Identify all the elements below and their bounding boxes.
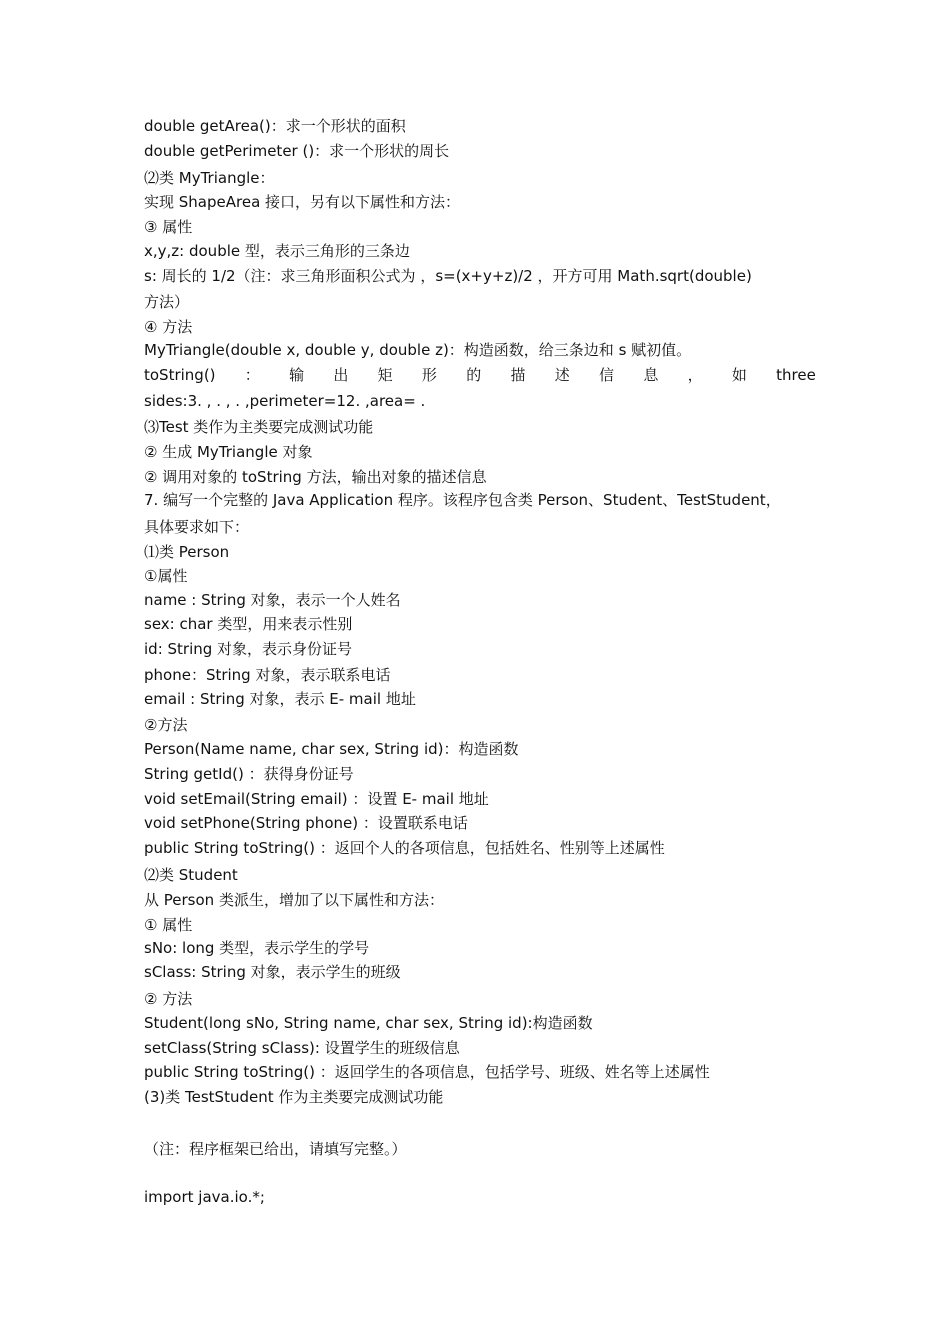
text-line: 方法） <box>144 293 190 311</box>
text-line: (3)类 TestStudent 作为主类要完成测试功能 <box>144 1088 444 1106</box>
justified-word: ： <box>244 366 260 384</box>
text-line: email : String 对象，表示 E- mail 地址 <box>144 690 416 708</box>
justified-text-line <box>144 364 816 386</box>
justified-word: 如 <box>731 366 747 384</box>
justified-word: 描 <box>510 366 526 384</box>
text-line: name : String 对象，表示一个人姓名 <box>144 591 401 609</box>
justified-word: 息 <box>643 366 659 384</box>
text-line: ⑵类 MyTriangle： <box>144 169 275 187</box>
text-line: 实现 ShapeArea 接口，另有以下属性和方法： <box>144 193 461 211</box>
text-line: String getId() ：获得身份证号 <box>144 765 354 783</box>
text-line: double getPerimeter ()：求一个形状的周长 <box>144 142 450 160</box>
text-line: ② 方法 <box>144 990 193 1008</box>
text-line: id: String 对象，表示身份证号 <box>144 640 353 658</box>
text-line: double getArea()：求一个形状的面积 <box>144 117 406 135</box>
text-line: x,y,z: double 型，表示三角形的三条边 <box>144 242 410 260</box>
text-line: Student(long sNo, String name, char sex, String id):构造函数 <box>144 1014 593 1032</box>
justified-word: toString() <box>144 366 216 384</box>
text-line: sides:3. , . , . ,perimeter=12. ,area= . <box>144 392 426 410</box>
text-line: void setEmail(String email) ：设置 E- mail 地址 <box>144 790 489 808</box>
text-line: ④ 方法 <box>144 318 193 336</box>
justified-word: 出 <box>333 366 349 384</box>
justified-word: 述 <box>554 366 570 384</box>
text-line: 从 Person 类派生，增加了以下属性和方法： <box>144 891 444 909</box>
text-line: Person(Name name, char sex, String id)：构造函数 <box>144 740 519 758</box>
text-line: ② 生成 MyTriangle 对象 <box>144 443 313 461</box>
text-line: ② 调用对象的 toString 方法，输出对象的描述信息 <box>144 468 487 486</box>
text-line: ⑴类 Person <box>144 543 230 561</box>
justified-word: ， <box>687 366 703 384</box>
justified-word: three <box>776 366 816 384</box>
justified-word: 矩 <box>377 366 393 384</box>
text-line: ① 属性 <box>144 916 193 934</box>
text-line: setClass(String sClass): 设置学生的班级信息 <box>144 1039 460 1057</box>
text-line: public String toString() ：返回学生的各项信息，包括学号、班级、姓名等上述属性 <box>144 1063 710 1081</box>
text-line: ①属性 <box>144 567 188 585</box>
text-line: sClass: String 对象，表示学生的班级 <box>144 963 401 981</box>
text-line: ③ 属性 <box>144 218 193 236</box>
justified-word: 信 <box>599 366 615 384</box>
text-line: public String toString() ：返回个人的各项信息，包括姓名、性别等上述属性 <box>144 839 665 857</box>
text-line: ⑶Test 类作为主类要完成测试功能 <box>144 418 374 436</box>
justified-word: 形 <box>421 366 437 384</box>
text-line: s: 周长的 1/2（注：求三角形面积公式为 ，s=(x+y+z)/2 ，开方可用 Math.sqrt(double) <box>144 267 752 285</box>
text-line: sNo: long 类型，表示学生的学号 <box>144 939 370 957</box>
text-line: （注：程序框架已给出，请填写完整。） <box>144 1140 407 1158</box>
justified-word: 的 <box>466 366 482 384</box>
text-line: import java.io.*; <box>144 1188 265 1206</box>
text-line: 7. 编写一个完整的 Java Application 程序。该程序包含类 Person、Student、TestStudent， <box>144 491 781 509</box>
text-line: ②方法 <box>144 716 188 734</box>
text-line: sex: char 类型，用来表示性别 <box>144 615 353 633</box>
justified-word: 输 <box>289 366 305 384</box>
text-line: void setPhone(String phone) ：设置联系电话 <box>144 814 468 832</box>
text-line: phone：String 对象，表示联系电话 <box>144 666 391 684</box>
text-line: MyTriangle(double x, double y, double z)：构造函数，给三条边和 s 赋初值。 <box>144 341 692 359</box>
text-line: ⑵类 Student <box>144 866 238 884</box>
text-line: 具体要求如下： <box>144 518 250 536</box>
